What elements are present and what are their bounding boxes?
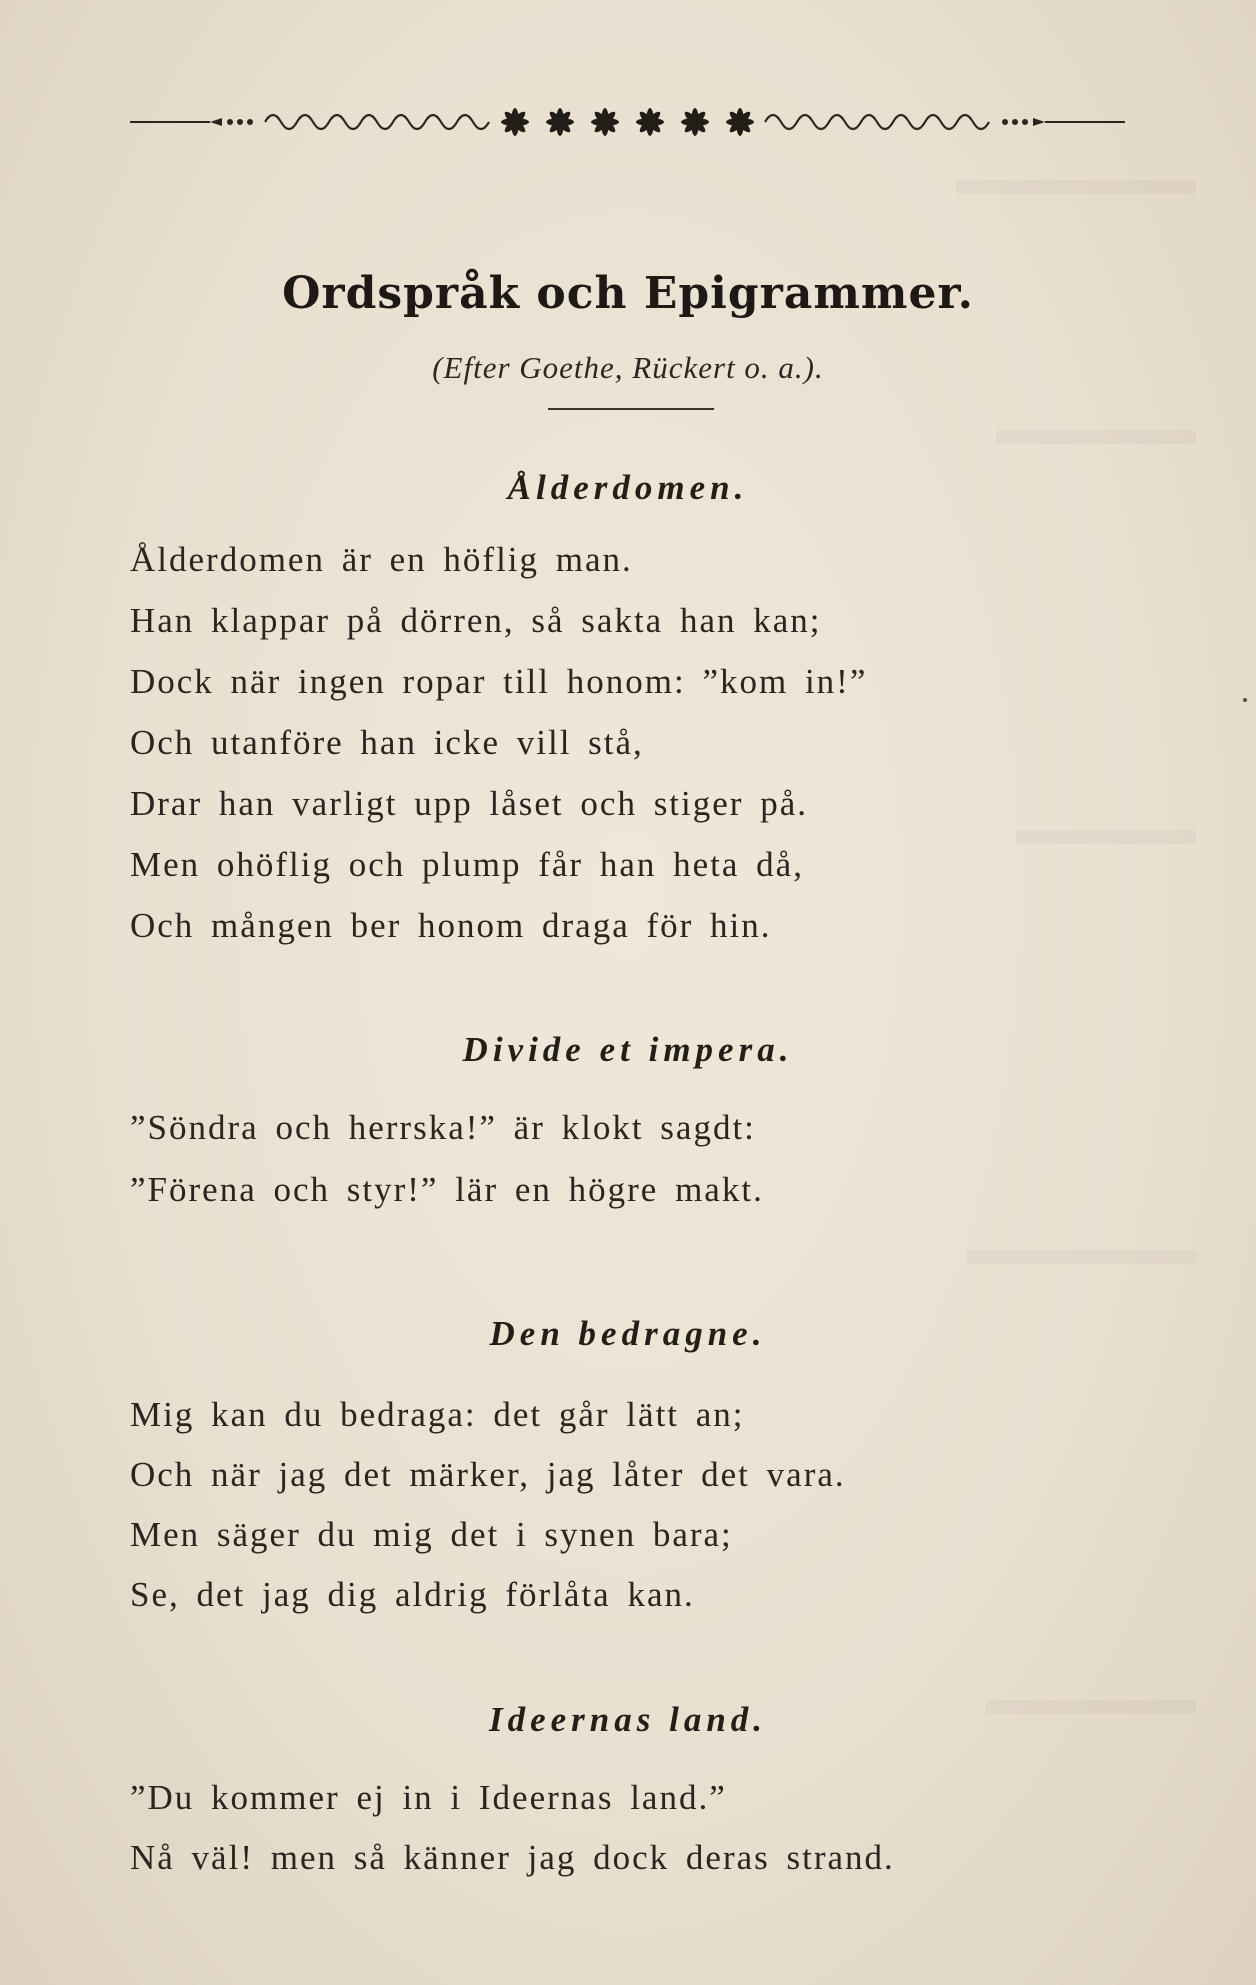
poem-line: Men ohöflig och plump får han heta då, <box>130 845 804 884</box>
title-rule <box>548 408 714 410</box>
poem-heading: Ålderdomen. <box>507 468 749 507</box>
poem-line: Se, det jag dig aldrig förlåta kan. <box>130 1575 695 1614</box>
poem-line: Mig kan du bedraga: det går lätt an; <box>130 1395 745 1434</box>
bleed-through <box>996 430 1196 444</box>
poem-heading: Ideernas land. <box>488 1700 768 1739</box>
poem-line: Ålderdomen är en höflig man. <box>130 540 633 579</box>
poem-line: Nå väl! men så känner jag dock deras strand. <box>130 1838 895 1877</box>
poem-line: Och utanföre han icke vill stå, <box>130 723 644 762</box>
page-subtitle: (Efter Goethe, Rückert o. a.). <box>432 350 824 385</box>
poem-line: Men säger du mig det i synen bara; <box>130 1515 733 1554</box>
poem-line: Dock när ingen ropar till honom: ”kom in!” <box>130 662 868 701</box>
paper-speck <box>1243 698 1247 702</box>
poem-line: Och mången ber honom draga för hin. <box>130 906 772 945</box>
page-title: Ordspråk och Epigrammer. <box>282 268 974 319</box>
poem-line: ”Du kommer ej in i Ideernas land.” <box>130 1778 727 1817</box>
bleed-through <box>956 180 1196 194</box>
poem-line: Drar han varligt upp låset och stiger på. <box>130 784 808 823</box>
poem-heading: Den bedragne. <box>489 1314 767 1353</box>
bleed-through <box>1016 830 1196 844</box>
header-ornament <box>130 100 1125 142</box>
poem-line: ”Söndra och herrska!” är klokt sagdt: <box>130 1108 756 1147</box>
poem-line: Och när jag det märker, jag låter det vara. <box>130 1455 846 1494</box>
poem-line: Han klappar på dörren, så sakta han kan; <box>130 601 822 640</box>
bleed-through <box>966 1250 1196 1264</box>
poem-heading: Divide et impera. <box>462 1030 794 1069</box>
poem-line: ”Förena och styr!” lär en högre makt. <box>130 1170 764 1209</box>
